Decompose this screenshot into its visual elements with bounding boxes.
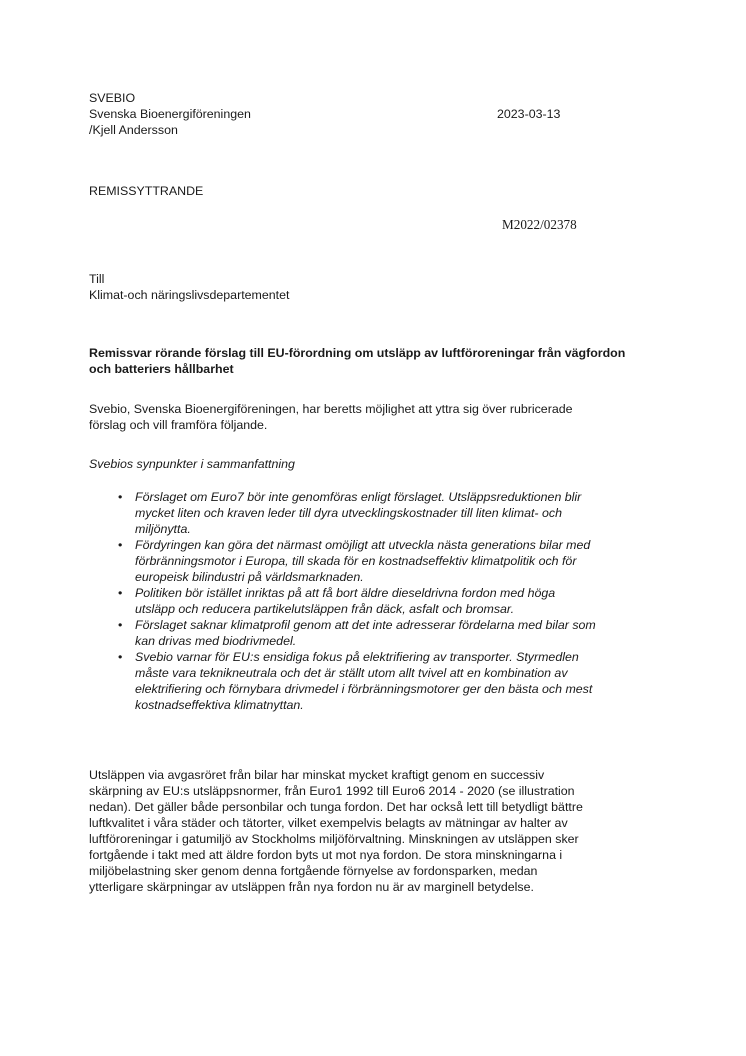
bullet-marker: • xyxy=(118,650,123,664)
org-full: Svenska Bioenergiföreningen xyxy=(89,107,251,121)
body-line: Utsläppen via avgasröret från bilar har minskat mycket kraftigt genom en successiv xyxy=(89,768,545,782)
body-line: nedan). Det gäller både personbilar och tunga fordon. Det har också lett till betydligt bättre xyxy=(89,800,583,814)
bullet-marker: • xyxy=(118,490,123,504)
subject-line: och batteriers hållbarhet xyxy=(89,362,234,376)
bullet-line: Svebio varnar för EU:s ensidiga fokus på elektrifiering av transporter. Styrmedlen xyxy=(135,650,579,664)
summary-bullet-list xyxy=(118,489,678,713)
subject-heading xyxy=(89,345,689,377)
recipient-department: Klimat-och näringslivsdepartementet xyxy=(89,288,290,302)
bullet-marker: • xyxy=(118,586,123,600)
summary-heading: Svebios synpunkter i sammanfattning xyxy=(89,457,295,471)
intro-paragraph xyxy=(89,401,689,433)
bullet-line: Fördyringen kan göra det närmast omöjligt att utveckla nästa generations bilar med xyxy=(135,538,591,552)
bullet-line: kan drivas med biodrivmedel. xyxy=(135,634,297,648)
bullet-marker: • xyxy=(118,618,123,632)
recipient-to: Till xyxy=(89,272,105,286)
list-item xyxy=(118,585,678,617)
bullet-line: miljönytta. xyxy=(135,522,191,536)
bullet-line: utsläpp och reducera partikelutsläppen från däck, asfalt och bromsar. xyxy=(135,602,515,616)
body-line: luftkvalitet i våra städer och tätorter, vilket exempelvis belagts av mätningar av halter av xyxy=(89,816,568,830)
bullet-line: europeisk bilindustri på världsmarknaden. xyxy=(135,570,364,584)
bullet-line: mycket liten och kraven leder till dyra utvecklingskostnader till liten klimat- och xyxy=(135,506,562,520)
document-type: REMISSYTTRANDE xyxy=(89,184,204,198)
intro-line: förslag och vill framföra följande. xyxy=(89,418,268,432)
body-line: skärpning av EU:s utsläppsnormer, från Euro1 1992 till Euro6 2014 - 2020 (se illustration xyxy=(89,784,575,798)
bullet-line: Förslaget om Euro7 bör inte genomföras enligt förslaget. Utsläppsreduktionen blir xyxy=(135,490,582,504)
bullet-line: Förslaget saknar klimatprofil genom att det inte adresserar fördelarna med bilar som xyxy=(135,618,596,632)
list-item xyxy=(118,649,678,713)
bullet-line: måste vara teknikneutrala och det är ställt utom allt tvivel att en kombination av xyxy=(135,666,568,680)
org-short: SVEBIO xyxy=(89,91,136,105)
body-line: fortgående i takt med att äldre fordon byts ut mot nya fordon. De stora minskningarna i xyxy=(89,848,563,862)
document-date: 2023-03-13 xyxy=(497,107,561,121)
list-item xyxy=(118,537,678,585)
body-line: luftföroreningar i gatumiljö av Stockholms miljöförvaltning. Minskningen av utsläppen sker xyxy=(89,832,579,846)
sender-block xyxy=(89,90,251,138)
list-item xyxy=(118,489,678,537)
bullet-line: kostnadseffektiva klimatnyttan. xyxy=(135,698,304,712)
bullet-line: förbränningsmotor i Europa, till skada för en kostnadseffektiv klimatpolitik och för xyxy=(135,554,577,568)
body-line: ytterligare skärpningar av utsläppen från nya fordon nu är av marginell betydelse. xyxy=(89,880,534,894)
bullet-line: elektrifiering och förnybara drivmedel i förbränningsmotorer ger den bästa och mest xyxy=(135,682,593,696)
author: /Kjell Andersson xyxy=(89,123,178,137)
recipient-block xyxy=(89,271,289,303)
body-line: miljöbelastning sker genom denna fortgående förnyelse av fordonsparken, medan xyxy=(89,864,538,878)
bullet-marker: • xyxy=(118,538,123,552)
reference-number: M2022/02378 xyxy=(502,217,577,232)
intro-line: Svebio, Svenska Bioenergiföreningen, har beretts möjlighet att yttra sig över rubricerade xyxy=(89,402,573,416)
subject-line: Remissvar rörande förslag till EU-förordning om utsläpp av luftföroreningar från vägfordon xyxy=(89,346,626,360)
body-paragraph xyxy=(89,767,689,895)
bullet-line: Politiken bör istället inriktas på att få bort äldre dieseldrivna fordon med höga xyxy=(135,586,556,600)
list-item xyxy=(118,617,678,649)
